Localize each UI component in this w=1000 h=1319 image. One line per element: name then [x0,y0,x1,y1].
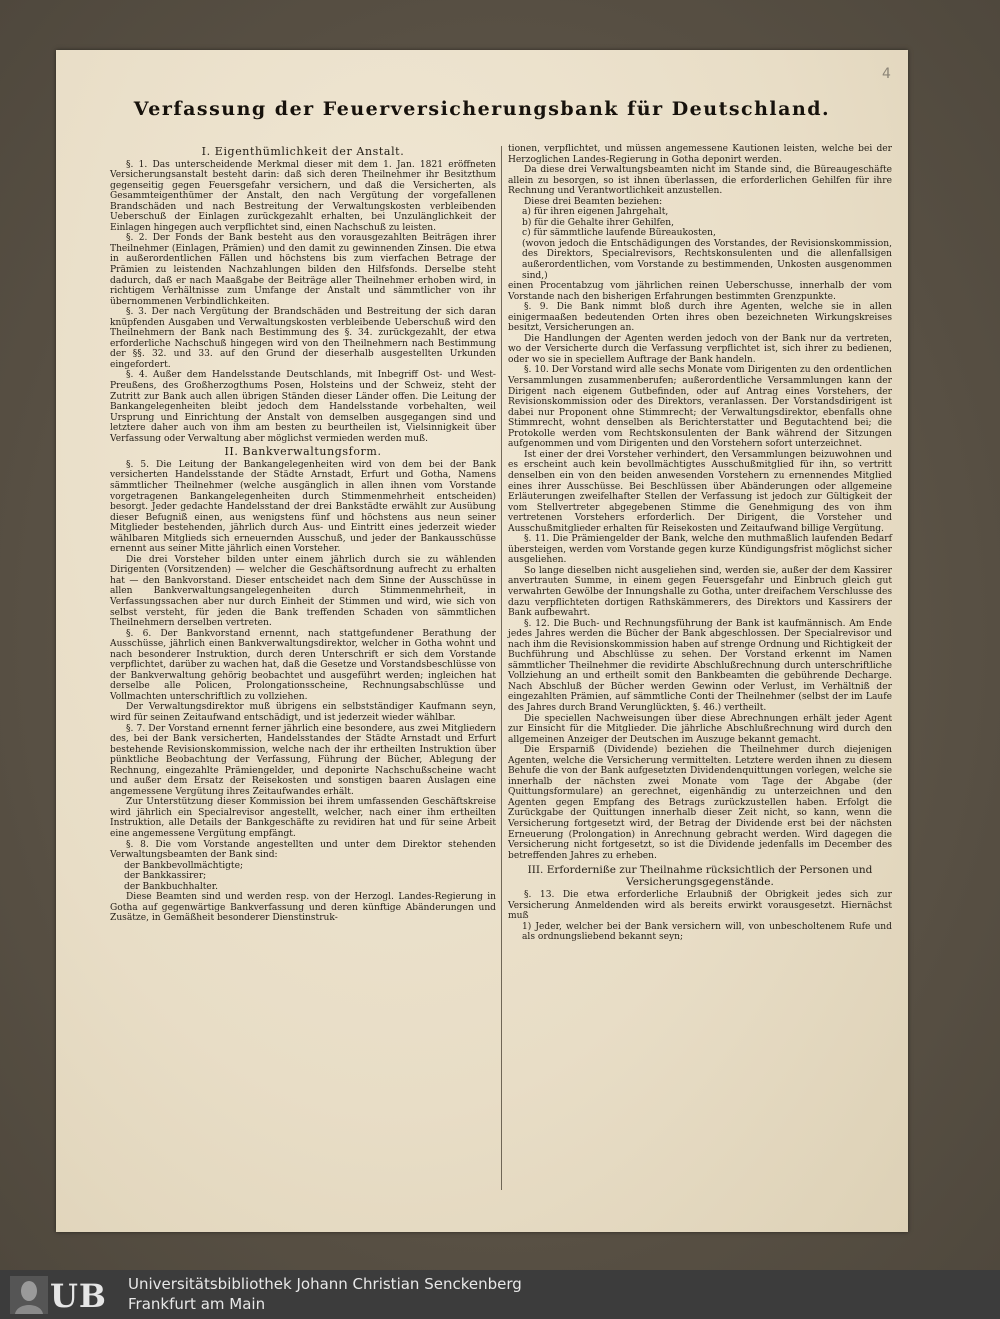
list-item: b) für die Gehalte ihrer Gehilfen, [522,217,675,228]
paragraph: §. 9. Die Bank nimmt bloß durch ihre Agenten, welche sie in allen einigermaaßen bedeutenden Orten ihres oben bezeichneten Wirkungskreises besitzt, Versicherungen an. [508,302,892,334]
paragraph: §. 4. Außer dem Handelsstande Deutschlands, mit Inbegriff Ost- und West-Preußens, des Großherzogthums Posen, Holsteins und der Schweiz, steht der Zutritt zur Bank auch allen übrigen Ständen dieser Länder offen. Die Leitung der Bankangelegenheiten bleibt jedoch dem Handelsstande vorbehalten, weil Ursprung und Einrichtung der Anstalt von demselben ausgegangen sind und letztere daher auch von ihm am besten zu beurtheilen ist, Vielsinnigkeit über Verfassung oder Verwaltung aber möglichst vermieden werden muß. [110,370,496,444]
list-item: der Bankbuchhalter. [124,881,219,892]
paragraph: §. 10. Der Vorstand wird alle sechs Monate vom Dirigenten zu den ordentlichen Versammlungen zusammenberufen; außerordentliche Versammlungen kann der Dirigent nach eigenem Gutbefinden, oder auf Antrag eines Vorstehers, der Revisionskommission oder des Direktors, veranlassen. Der Vorstandsdirigent ist dabei nur Proponent ohne Stimmrecht; der Verwaltungsdirektor, ebenfalls ohne Stimmrecht, wohnt denselben als Berichterstatter und Begutachtend bei; die Protokolle werden vom Rechtskonsulenten der Bank während der Sitzungen aufgenommen und vom Dirigenten und den Vorstehern sofort unterzeichnet. [508,365,892,450]
pencil-page-mark: 4 [882,66,891,82]
document-title: Verfassung der Feuerversicherungsbank für Deutschland. [133,98,831,120]
library-name: Universitätsbibliothek Johann Christian Senckenberg [128,1275,522,1293]
list-item: der Bankbevollmächtigte; [124,860,244,871]
paragraph: Die Handlungen der Agenten werden jedoch von der Bank nur da vertreten, wo der Versicherte durch die Verfassung verpflichtet ist, sich ihrer zu bedienen, oder wo sie in speciellem Auftrage der Bank handeln. [508,333,892,365]
paragraph: Diese drei Beamten beziehen: [524,196,663,207]
paragraph: Da diese drei Verwaltungsbeamten nicht im Stande sind, die Büreaugeschäfte allein zu besorgen, so ist ihnen überlassen, die erforderlichen Gehilfen für ihre Rechnung und Verantwortlichkeit anzustellen. [508,165,892,197]
paragraph: Zur Unterstützung dieser Kommission bei ihrem umfassenden Geschäftskreise wird jährlich ein Specialrevisor angestellt, welcher, nach einer ihm ertheilten Instruktion, alle Details der Bankgeschäfte zu revidiren hat und für seine Arbeit eine angemessene Vergütung empfängt. [110,797,496,839]
paragraph: Diese Beamten sind und werden resp. von der Herzogl. Landes-Regierung in Gotha auf gegenwärtige Bankverfassung und deren künftige Abänderungen und Zusätze, in Gemäßheit besonderer Dienstinstruk- [110,892,496,924]
paragraph: Die drei Vorsteher bilden unter einem jährlich durch sie zu wählenden Dirigenten (Vorsitzenden) — welcher die Geschäftsordnung aufrecht zu erhalten hat — den Bankvorstand. Dieser entscheidet nach dem Sinne der Ausschüsse in allen Bankverwaltungsangelegenheiten durch Stimmenmehrheit, in Verfassungssachen aber nur durch Einheit der Stimmen und wird, wie sich von selbst versteht, für jeden die Bank treffenden Schaden von sämmtlichen Theilnehmern derselben vertreten. [110,554,496,629]
section-heading: I. Eigenthümlichkeit der Anstalt. [201,145,405,158]
paragraph: §. 12. Die Buch- und Rechnungsführung der Bank ist kaufmännisch. Am Ende jedes Jahres werden die Bücher der Bank abgeschlossen. Der Specialrevisor und nach ihm die Revisionskommission haben auf strenge Ordnung und Richtigkeit der Buchführung und Abschlüsse zu sehen. Der Vorstand erkennt im Namen sämmtlicher Theilnehmer die revidirte Abschlußrechnung durch unterschriftliche Vollziehung an und ertheilt somit den Bankbeamten die gebührende Decharge. Nach Abschluß der Bücher werden Gewinn oder Verlust, im Verhältniß der eingezahlten Prämien, auf sämmtliche Conti der Theilnehmer (selbst der im Laufe des Jahres durch Brand Verunglückten, §. 46.) vertheilt. [508,618,892,713]
list-item: der Bankkassirer; [124,871,207,882]
paragraph: §. 2. Der Fonds der Bank besteht aus den vorausgezahlten Beiträgen ihrer Theilnehmer (Einlagen, Prämien) und den damit zu gewinnenden Zinsen. Die etwa in außerordentlichen Fällen und höchstens bis zum vierfachen Betrage der Prämien zu leistenden Nachzahlungen bilden den Hilfsfonds. Derselbe steht dadurch, daß er nach Maaßgabe der Beiträge aller Theilnehmer erhoben wird, in richtigem Verhältnisse zum Umfange der Anstalt und sämmtlicher von ihr übernommenen Verbindlichkeiten. [110,233,496,307]
list-item: a) für ihren eigenen Jahrgehalt, [522,207,669,218]
document-page [56,50,908,1232]
column-divider [501,146,502,1190]
paragraph: Der Verwaltungsdirektor muß übrigens ein selbstständiger Kaufmann seyn, wird für seinen Zeitaufwand entschädigt, und ist jederzeit wieder wählbar. [110,702,496,723]
list-item: (wovon jedoch die Entschädigungen des Vorstandes, der Revisionskommission, des Direktors, Specialrevisors, Rechtskonsulenten und die allenfallsigen außerordentlichen, vom Vorstande zu bestimmenden, Unkosten ausgenommen sind,) [522,238,892,281]
paragraph: Die speciellen Nachweisungen über diese Abrechnungen erhält jeder Agent zur Einsicht für die Mitglieder. Die jährliche Abschlußrechnung wird durch den allgemeinen Anzeiger der Deutschen im Auszuge bekannt gemacht. [508,713,892,745]
ub-logo[interactable] [10,1276,120,1314]
footer-bar [0,1270,1000,1319]
paragraph: §. 1. Das unterscheidende Merkmal dieser mit dem 1. Jan. 1821 eröffneten Versicherungsanstalt besteht darin: daß sich deren Theilnehmer ihr Besitzthum gegenseitig gegen Feuersgefahr versichern, und daß die Versicherten, als Gesammteigenthümer der Anstalt, den nach Vergütung der vorgefallenen Brandschäden und nach Bestreitung der Verwaltungskosten verbleibenden Ueberschuß der Einlagen zurückgezahlt erhalten, bei Unzulänglichkeit der Einlagen hingegen auch verpflichtet sind, einen Nachschuß zu leisten. [110,159,496,233]
paragraph: einen Procentabzug vom jährlichen reinen Ueberschusse, innerhalb der vom Vorstande nach den bisherigen Erfahrungen bestimmten Grenzpunkte. [508,281,892,302]
list-item: c) für sämmtliche laufende Büreaukosten, [522,228,716,239]
paragraph: §. 11. Die Prämiengelder der Bank, welche den muthmaßlich laufenden Bedarf übersteigen, werden vom Vorstande gegen kurze Kündigungsfrist möglichst sicher ausgeliehen. [508,534,892,566]
paragraph: §. 5. Die Leitung der Bankangelegenheiten wird von dem bei der Bank versicherten Handelsstande der Städte Arnstadt, Erfurt und Gotha, Namens sämmtlicher Theilnehmer (welche ausgänglich in allen ihnen vom Vorstande vorgetragenen Bankangelegenheiten durch Stimmenmehrheit entscheiden) besorgt. Jeder gedachte Handelsstand der drei Bankstädte erwählt zur Ausübung dieser Befugniß einen, aus wenigstens fünf und höchstens aus neun seiner Mitglieder bestehenden, jährlich durch Aus- und Eintritt eines jederzeit wieder wählbaren Mitglieds sich erneuernden Ausschuß, und jeder der Bankausschüsse ernennt aus seiner Mitte jährlich einen Vorsteher. [110,459,496,555]
paragraph: §. 3. Der nach Vergütung der Brandschäden und Bestreitung der sich daran knüpfenden Ausgaben und Verwaltungskosten verbleibende Ueberschuß wird den Theilnehmern der Bank nach Bestimmung des §. 34. zurückgezahlt, der etwa erforderliche Nachschuß hingegen wird von den Theilnehmern nach Bestimmung der §§. 32. und 33. auf den Grund der dieserhalb ausgestellten Urkunden eingefordert. [110,307,496,370]
list-item: 1) Jeder, welcher bei der Bank versichern will, von unbescholtenem Rufe und als ordnungsliebend bekannt seyn; [522,921,892,943]
section-heading: III. Erforderniße zur Theilnahme rücksichtlich der Personen und Versicherungsgegenstände. [527,864,873,889]
paragraph: §. 6. Der Bankvorstand ernennt, nach stattgefundener Berathung der Ausschüsse, jährlich einen Bankverwaltungsdirektor, welcher in Gotha wohnt und nach besonderer Instruktion, durch deren Unterschrift er sich dem Vorstande verpflichtet, darüber zu wachen hat, daß die Gesetze und Vorstandsbeschlüsse von der Bankverwaltung gehörig beobachtet und ausgeführt werden; ingleichen hat derselbe alle Policen, Prolongationsscheine, Rechnungsabschlüsse und Vollmachten unterschriftlich zu vollziehen. [110,628,496,702]
ub-logo-text: UB [50,1277,107,1315]
paragraph: Die Ersparniß (Dividende) beziehen die Theilnehmer durch diejenigen Agenten, welche die Versicherung vermittelten. Letztere werden ihnen zu diesem Behufe die von der Bank aufgesetzten Dividendenquittungen vorlegen, welche sie innerhalb der nächsten zwei Monate vom Tage der Abgabe (der Quittungsformulare) an gerechnet, eigenhändig zu unterzeichnen und den Agenten gegen Empfang des Betrags zurückzustellen haben. Erfolgt die Zurückgabe der Quittungen innerhalb dieser Zeit nicht, so kann, wenn die Versicherung fortgesetzt wird, der Betrag der Dividende erst bei der nächsten Erneuerung (Prolongation) in Anrechnung gebracht werden. Wird dagegen die Versicherung nicht fortgesetzt, so ist die Dividende jedenfalls im December des betreffenden Jahres zu erheben. [508,745,892,861]
paragraph: §. 13. Die etwa erforderliche Erlaubniß der Obrigkeit jedes sich zur Versicherung Anmeldenden wird als bereits erwirkt vorausgesetzt. Hiernächst muß [508,890,892,922]
left-column [110,144,496,924]
paragraph: §. 8. Die vom Vorstande angestellten und unter dem Direktor stehenden Verwaltungsbeamten der Bank sind: [110,839,496,861]
paragraph: So lange dieselben nicht ausgeliehen sind, werden sie, außer der dem Kassirer anvertrauten Summe, in einem gegen Feuersgefahr und Einbruch gleich gut verwahrten Gewölbe der Innungshalle zu Gotha, unter dreifachem Verschlusse des dazu verpflichteten dortigen Rathskämmerers, des Direktors und Kassirers der Bank aufbewahrt. [508,565,892,619]
right-column [508,144,892,943]
paragraph: §. 7. Der Vorstand ernennt ferner jährlich eine besondere, aus zwei Mitgliedern des, bei der Bank versicherten, Handelsstandes der Städte Arnstadt und Erfurt bestehende Revisionskommission, welche nach der ihr ertheilten Instruktion über pünktliche Beobachtung der Verfassung, Führung der Bücher, Ablegung der Rechnung, eingezahlte Prämiengelder, und deponirte Nachschußscheine wacht und außer dem Ersatz der Reisekosten und sonstigen baaren Auslagen eine angemessene Vergütung ihres Zeitaufwandes erhält. [110,723,496,797]
portrait-icon [10,1276,48,1314]
paragraph: Ist einer der drei Vorsteher verhindert, den Versammlungen beizuwohnen und es erscheint auch kein bevollmächtigtes Ausschußmitglied für ihn, so vertritt denselben ein von den beiden anwesenden Vorstehern zu ernennendes Mitglied eines ihrer Ausschüsse. Bei Beschlüssen über Abänderungen oder allgemeine Erläuterungen zweifelhafter Stellen der Verfassung ist jedoch zur Gültigkeit der vom Stellvertreter abgegebenen Stimme die Genehmigung des von ihm vertretenen Vorstehers erforderlich. Der Dirigent, die Vorsteher und Ausschußmitglieder erhalten für Reisekosten und Zeitaufwand billige Vergütung. [508,449,892,534]
paragraph: tionen, verpflichtet, und müssen angemessene Kautionen leisten, welche bei der Herzoglichen Landes-Regierung in Gotha deponirt werden. [508,144,892,165]
section-heading: II. Bankverwaltungsform. [224,445,382,459]
library-location: Frankfurt am Main [128,1295,266,1313]
